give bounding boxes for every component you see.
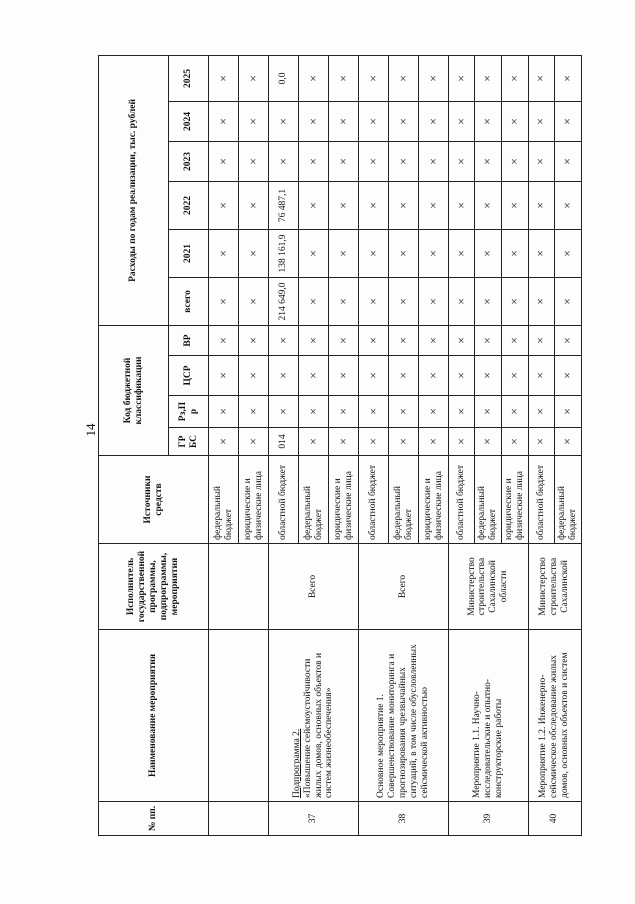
value-cell: × — [359, 428, 389, 456]
value-cell: × — [389, 428, 419, 456]
value-cell: × — [475, 277, 502, 325]
value-cell: × — [239, 325, 269, 355]
source-cell: областной бюджет — [269, 456, 299, 544]
value-cell: × — [528, 55, 554, 101]
value-cell: × — [209, 55, 239, 101]
value-cell: × — [528, 101, 554, 141]
value-cell: × — [501, 141, 528, 181]
value-cell: × — [475, 325, 502, 355]
value-cell: × — [501, 181, 528, 229]
value-cell: × — [299, 181, 329, 229]
value-cell: × — [449, 101, 475, 141]
value-cell: × — [299, 356, 329, 396]
budget-table — [98, 55, 582, 836]
header-executor: Исполнитель государственной программы, подпрограммы, мероприятия — [99, 544, 209, 630]
value-cell: × — [329, 325, 359, 355]
value-cell: × — [389, 101, 419, 141]
value-cell: × — [554, 101, 581, 141]
header-expenses: Расходы по годам реализации, тыс. рублей — [99, 55, 169, 325]
header-csr: ЦСР — [169, 356, 209, 396]
value-cell: × — [389, 181, 419, 229]
value-cell: × — [389, 396, 419, 428]
value-cell: × — [501, 428, 528, 456]
value-cell: × — [389, 277, 419, 325]
value-cell: × — [554, 325, 581, 355]
table-row — [209, 55, 239, 835]
value-cell: × — [419, 396, 449, 428]
value-cell: × — [475, 428, 502, 456]
table-row — [528, 55, 554, 835]
value-cell: × — [475, 396, 502, 428]
value-cell: × — [209, 101, 239, 141]
value-cell: × — [329, 141, 359, 181]
value-cell: × — [299, 277, 329, 325]
value-cell: × — [389, 356, 419, 396]
value-cell: × — [329, 396, 359, 428]
executor-cell: Всего — [359, 544, 449, 630]
source-cell: федеральный бюджет — [209, 456, 239, 544]
row-number: 37 — [269, 802, 359, 836]
value-cell: × — [239, 396, 269, 428]
value-cell: × — [359, 325, 389, 355]
item-name — [269, 630, 359, 802]
header-sources: Источники средств — [99, 456, 209, 544]
value-cell: × — [528, 181, 554, 229]
item-name: Мероприятие 1.1. Научно-исследовательские и опытно-конструкторские работы — [449, 630, 529, 802]
value-cell: × — [269, 356, 299, 396]
table-row — [359, 55, 389, 835]
value-cell: × — [359, 141, 389, 181]
value-cell: × — [359, 181, 389, 229]
cell-empty — [209, 544, 269, 630]
header-rzpr: Рз,П р — [169, 396, 209, 428]
value-cell: × — [299, 55, 329, 101]
source-cell: юридические и физические лица — [239, 456, 269, 544]
value-cell: × — [329, 356, 359, 396]
value-cell: × — [239, 428, 269, 456]
source-cell: федеральный бюджет — [389, 456, 419, 544]
source-cell: юридические и физические лица — [501, 456, 528, 544]
header-2023: 2023 — [169, 141, 209, 181]
value-cell: × — [239, 277, 269, 325]
value-cell: × — [359, 396, 389, 428]
table-row — [269, 55, 299, 835]
source-cell: юридические и физические лица — [419, 456, 449, 544]
value-cell: × — [239, 229, 269, 277]
row-number: 40 — [528, 802, 581, 836]
value-cell: × — [449, 229, 475, 277]
value-cell: × — [501, 396, 528, 428]
value-cell: × — [239, 101, 269, 141]
header-2024: 2024 — [169, 101, 209, 141]
value-cell: × — [299, 229, 329, 277]
value-cell: × — [501, 101, 528, 141]
value-cell: × — [449, 325, 475, 355]
page-number: 14 — [83, 423, 98, 437]
value-cell: 214 649,0 — [269, 277, 299, 325]
source-cell: федеральный бюджет — [554, 456, 581, 544]
rotated-table-container — [98, 56, 578, 836]
value-cell: × — [419, 356, 449, 396]
value-cell: × — [299, 325, 329, 355]
value-cell: × — [269, 141, 299, 181]
value-cell: 138 161,9 — [269, 229, 299, 277]
value-cell: × — [299, 101, 329, 141]
value-cell: × — [554, 229, 581, 277]
row-number: 38 — [359, 802, 449, 836]
value-cell: × — [419, 141, 449, 181]
value-cell: × — [329, 428, 359, 456]
value-cell: × — [528, 396, 554, 428]
value-cell: × — [209, 396, 239, 428]
header-num: № пп. — [99, 802, 209, 836]
source-cell: федеральный бюджет — [475, 456, 502, 544]
header-2022: 2022 — [169, 181, 209, 229]
value-cell: × — [389, 229, 419, 277]
item-name-title: Подпрограмма 2. — [291, 728, 302, 798]
value-cell: × — [554, 428, 581, 456]
value-cell: × — [419, 428, 449, 456]
item-name: Мероприятие 1.2. Инженерно-сейсмическое обследование жилых домов, основных объектов и систем — [528, 630, 581, 802]
header-budget-code: Код бюджетной классификации — [99, 325, 169, 455]
value-cell: × — [269, 101, 299, 141]
source-cell: областной бюджет — [449, 456, 475, 544]
value-cell: 014 — [269, 428, 299, 456]
value-cell: × — [419, 229, 449, 277]
value-cell: × — [299, 141, 329, 181]
value-cell: × — [528, 325, 554, 355]
value-cell: × — [475, 229, 502, 277]
row-number: 39 — [449, 802, 529, 836]
value-cell: × — [359, 55, 389, 101]
value-cell: × — [389, 141, 419, 181]
header-vr: ВР — [169, 325, 209, 355]
value-cell: × — [554, 396, 581, 428]
value-cell: × — [209, 325, 239, 355]
value-cell: × — [475, 356, 502, 396]
value-cell: × — [554, 356, 581, 396]
item-name-text: «Повышение сейсмоустойчивости жилых домов, основных объектов и систем жизнеобеспечения» — [302, 652, 335, 798]
value-cell: × — [449, 396, 475, 428]
value-cell: × — [209, 141, 239, 181]
value-cell: × — [209, 181, 239, 229]
value-cell: × — [475, 101, 502, 141]
value-cell: × — [239, 55, 269, 101]
value-cell: × — [475, 55, 502, 101]
source-cell: юридические и физические лица — [329, 456, 359, 544]
value-cell: × — [269, 325, 299, 355]
value-cell: × — [359, 229, 389, 277]
value-cell: × — [389, 55, 419, 101]
value-cell: × — [554, 141, 581, 181]
table-row — [449, 55, 475, 835]
value-cell: × — [475, 141, 502, 181]
value-cell: × — [329, 101, 359, 141]
value-cell: × — [389, 325, 419, 355]
value-cell: × — [554, 55, 581, 101]
value-cell: × — [209, 229, 239, 277]
header-name: Наименование мероприятия — [99, 630, 209, 802]
value-cell: × — [501, 229, 528, 277]
value-cell: × — [299, 396, 329, 428]
value-cell: × — [449, 356, 475, 396]
value-cell: × — [528, 229, 554, 277]
value-cell: × — [501, 277, 528, 325]
value-cell: × — [239, 141, 269, 181]
item-name: Основное мероприятие 1. Совершенствование мониторинга и прогнозирования чрезвычайных ситуаций, в том числе обусловленных сейсмической активностью — [359, 630, 449, 802]
source-cell: областной бюджет — [359, 456, 389, 544]
executor-cell: Всего — [269, 544, 359, 630]
value-cell: × — [419, 101, 449, 141]
value-cell: × — [419, 55, 449, 101]
value-cell: × — [528, 141, 554, 181]
value-cell: × — [329, 181, 359, 229]
value-cell: × — [449, 55, 475, 101]
source-cell: федеральный бюджет — [299, 456, 329, 544]
value-cell: × — [329, 277, 359, 325]
value-cell: × — [449, 141, 475, 181]
value-cell: × — [554, 277, 581, 325]
value-cell: × — [475, 181, 502, 229]
executor-cell: Министерство строительства Сахалинской области — [449, 544, 529, 630]
value-cell: × — [269, 396, 299, 428]
value-cell: × — [528, 356, 554, 396]
header-2021: 2021 — [169, 229, 209, 277]
header-grbs: ГР БС — [169, 428, 209, 456]
value-cell: × — [419, 181, 449, 229]
value-cell: 0,0 — [269, 55, 299, 101]
value-cell: × — [239, 181, 269, 229]
value-cell: × — [209, 277, 239, 325]
value-cell: × — [528, 277, 554, 325]
value-cell: × — [209, 428, 239, 456]
value-cell: × — [359, 356, 389, 396]
cell-empty — [209, 802, 269, 836]
value-cell: × — [449, 277, 475, 325]
value-cell: × — [329, 229, 359, 277]
value-cell: × — [449, 428, 475, 456]
value-cell: × — [501, 356, 528, 396]
source-cell: областной бюджет — [528, 456, 554, 544]
value-cell: × — [359, 277, 389, 325]
header-total: всего — [169, 277, 209, 325]
executor-cell: Министерство строительства Сахалинской — [528, 544, 581, 630]
value-cell: × — [449, 181, 475, 229]
value-cell: × — [501, 55, 528, 101]
value-cell: × — [329, 55, 359, 101]
header-2025: 2025 — [169, 55, 209, 101]
value-cell: × — [419, 277, 449, 325]
value-cell: × — [501, 325, 528, 355]
value-cell: × — [209, 356, 239, 396]
value-cell: × — [554, 181, 581, 229]
value-cell: × — [528, 428, 554, 456]
value-cell: × — [419, 325, 449, 355]
value-cell: 76 487,1 — [269, 181, 299, 229]
value-cell: × — [359, 101, 389, 141]
cell-empty — [209, 630, 269, 802]
value-cell: × — [299, 428, 329, 456]
value-cell: × — [239, 356, 269, 396]
